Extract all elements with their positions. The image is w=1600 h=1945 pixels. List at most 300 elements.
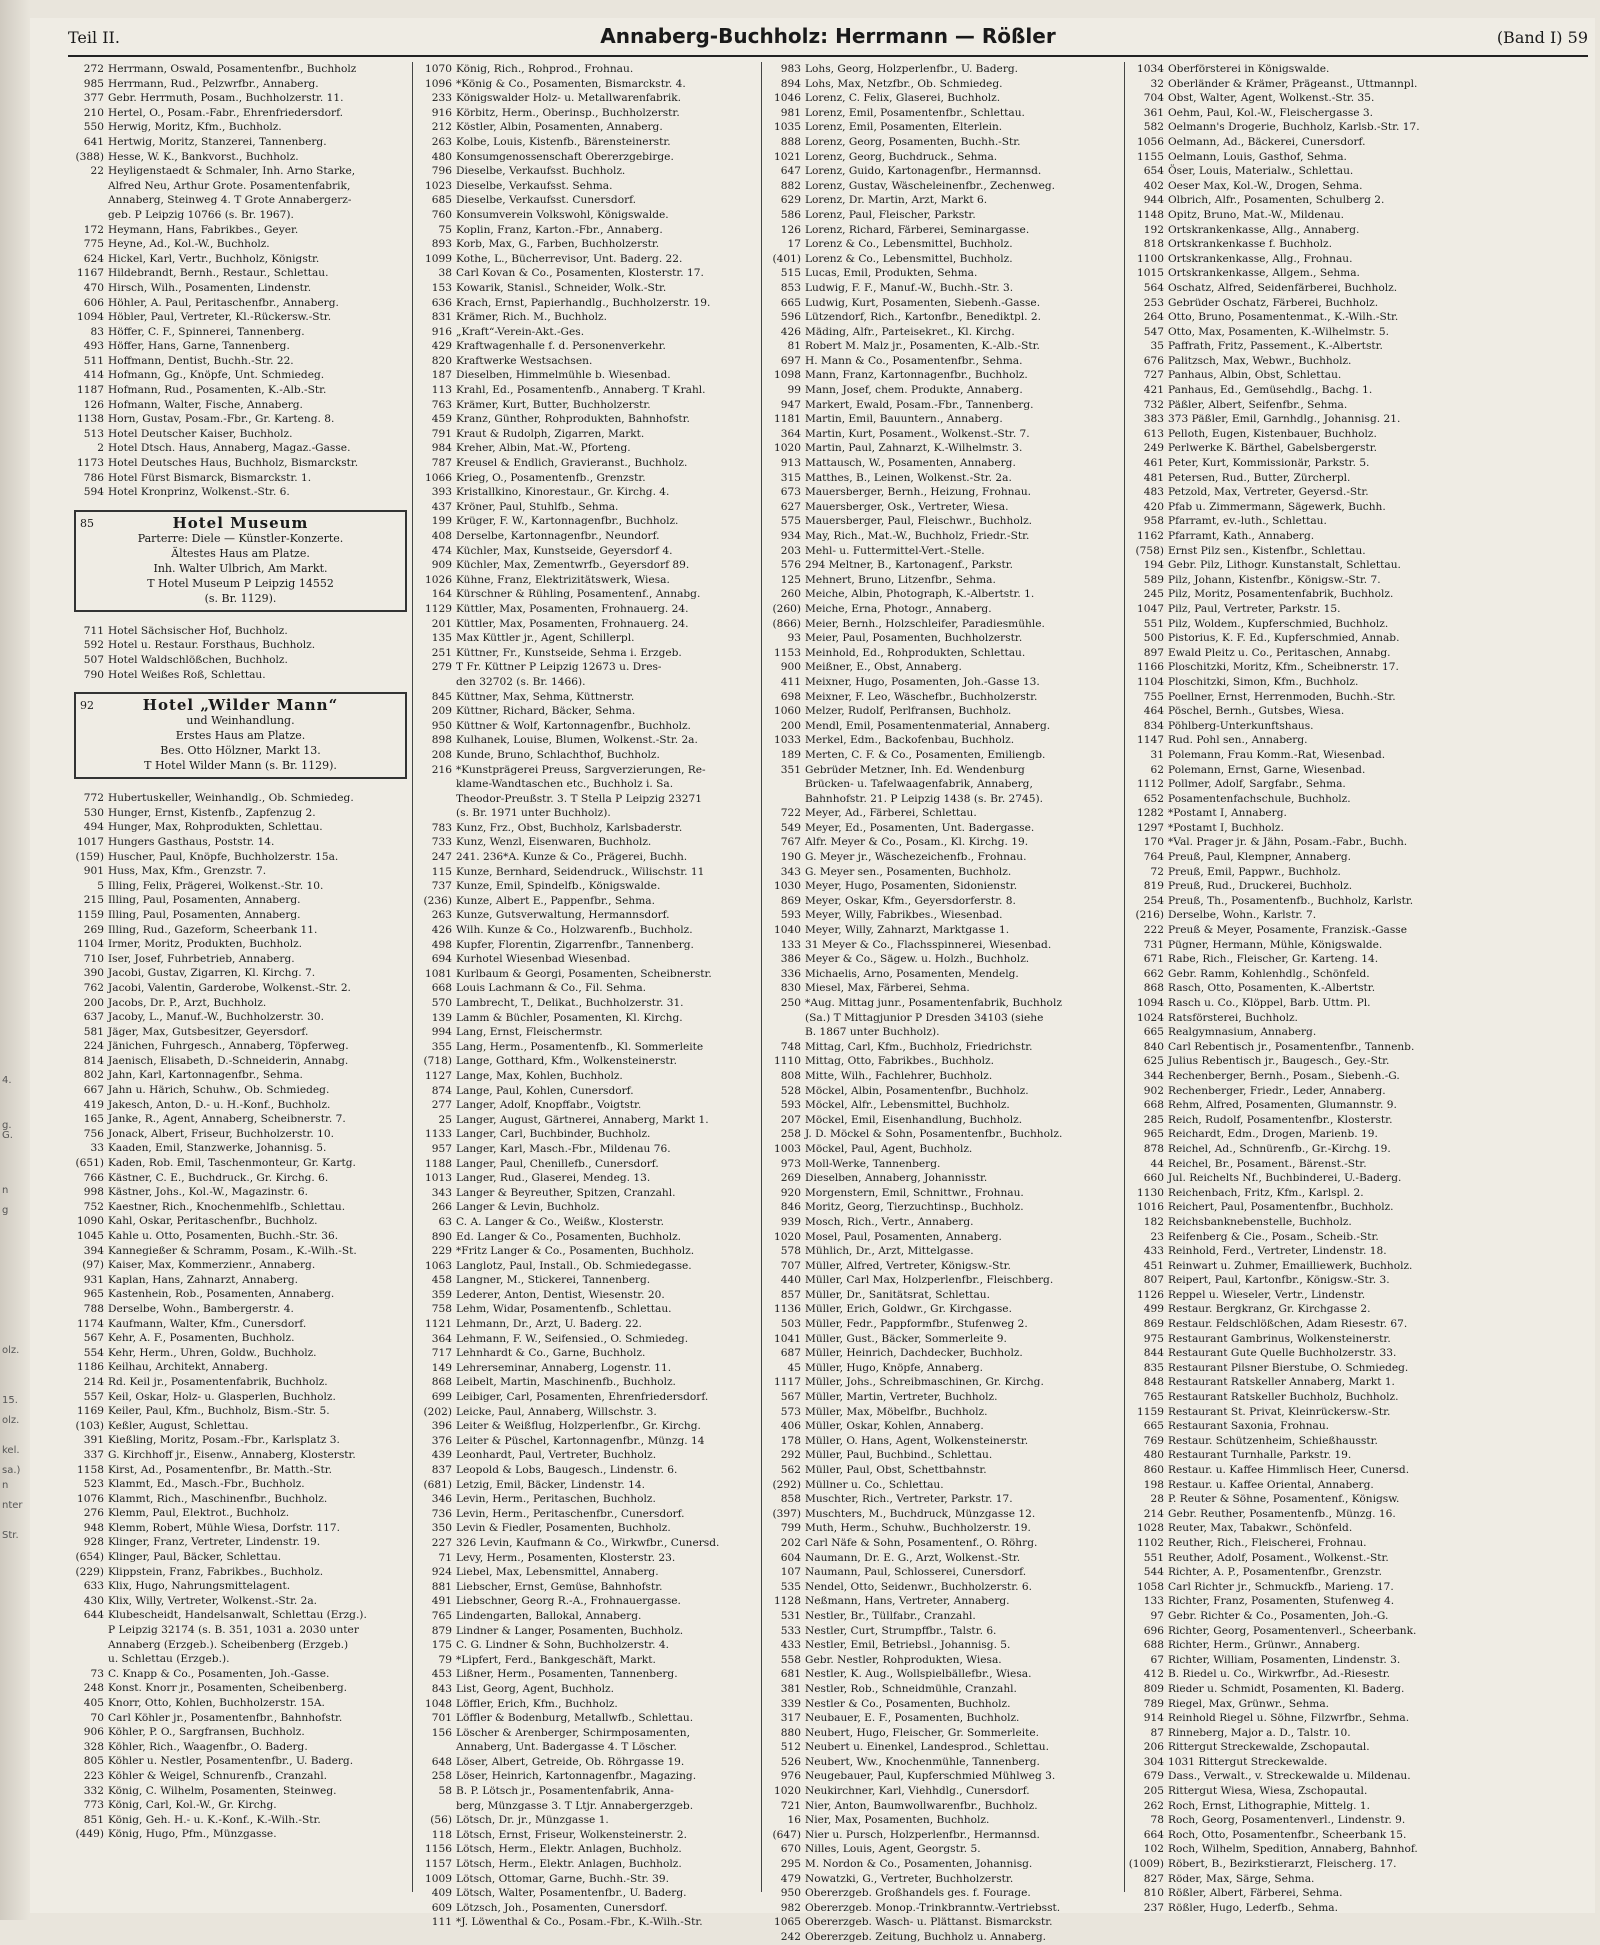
directory-entry [765, 354, 1110, 369]
directory-entry [416, 193, 761, 208]
directory-entry [416, 617, 761, 632]
entry-text: Neugebauer, Paul, Kupferschmied Mühlweg 3. [805, 1770, 1056, 1783]
phone-number: 756 [83, 1127, 104, 1140]
directory-entry [416, 1419, 761, 1434]
entry-text: Muschter, Rich., Vertreter, Parkstr. 17. [805, 1493, 1013, 1506]
directory-entry [1128, 1273, 1588, 1288]
phone-number: 981 [780, 106, 801, 119]
phone-number: 17 [787, 238, 801, 251]
directory-entry [765, 1901, 1110, 1916]
phone-number: 1020 [774, 1785, 801, 1798]
phone-number: 78 [1150, 1814, 1164, 1827]
entry-text: Mann, Josef, chem. Produkte, Annaberg. [805, 384, 1023, 397]
phone-number: 343 [780, 865, 801, 878]
directory-entry [1128, 1799, 1588, 1814]
phone-number [765, 777, 805, 792]
phone-number: 258 [780, 1128, 801, 1141]
entry-text: Langer, Carl, Buchbinder, Buchholz. [456, 1128, 651, 1141]
phone-number: 214 [1143, 1507, 1164, 1520]
phone-number: 898 [431, 734, 452, 747]
entry-text: Otto, Bruno, Posamentenmat., K.-Wilh.-Str. [1168, 311, 1399, 324]
directory-entry [416, 1609, 761, 1624]
directory-entry [1128, 1580, 1588, 1595]
entry-text: Pfarramt, ev.-luth., Schlettau. [1168, 515, 1327, 528]
entry-text: Langer, Adolf, Knopffabr., Voigtstr. [456, 1099, 642, 1112]
directory-entry [416, 1040, 761, 1055]
directory-entry [765, 1361, 1110, 1376]
phone-number: 1159 [1137, 1405, 1164, 1418]
directory-entry [765, 1507, 1110, 1522]
entry-text: Gebrüder Metzner, Inh. Ed. Wendenburg [805, 763, 1025, 776]
directory-entry [416, 894, 761, 909]
phone-number: (202) [423, 1405, 452, 1418]
entry-text: Nier u. Pursch, Holzperlenfbr., Hermannsd. [805, 1828, 1040, 1841]
directory-entry [68, 1696, 413, 1711]
entry-text: Restaurant Gute Quelle Buchholzerstr. 33. [1168, 1347, 1397, 1360]
phone-number: 1046 [774, 92, 801, 105]
entry-text: Krieg, O., Posamentenfb., Grenzstr. [456, 471, 646, 484]
directory-entry [765, 1346, 1110, 1361]
directory-entry [68, 1711, 413, 1726]
entry-text: Restaurant Ratskeller Buchholz, Buchholz. [1168, 1391, 1399, 1404]
entry-text: Carl Rebentisch jr., Posamentenfbr., Tannenb. [1168, 1040, 1415, 1053]
entry-text: Müller, Fedr., Pappformfbr., Stufenweg 2. [805, 1318, 1028, 1331]
phone-number: (866) [772, 617, 801, 630]
phone-number: 965 [1143, 1128, 1164, 1141]
phone-number: 1102 [1137, 1536, 1164, 1549]
phone-number: 253 [1143, 296, 1164, 309]
phone-number: 81 [787, 340, 801, 353]
directory-entry [68, 1229, 413, 1244]
directory-entry [416, 441, 761, 456]
directory-entry [765, 427, 1110, 442]
directory-entry [416, 544, 761, 559]
directory-entry [416, 879, 761, 894]
directory-entry [68, 237, 413, 252]
entry-text: Wilh. Kunze & Co., Holzwarenfb., Buchholz. [456, 924, 693, 937]
phone-number: 604 [780, 1551, 801, 1564]
directory-entry [1128, 1157, 1588, 1172]
phone-number: (216) [1135, 909, 1164, 922]
directory-entry [416, 1697, 761, 1712]
entry-text: Muth, Herm., Schuhw., Buchholzerstr. 19. [805, 1522, 1031, 1535]
entry-text: Lorenz, Emil, Posamentenfbr., Schlettau. [805, 106, 1025, 119]
margin-mark: olz. [2, 1415, 20, 1426]
directory-entry [1128, 1040, 1588, 1055]
directory-entry [1128, 1084, 1588, 1099]
phone-number: 386 [780, 953, 801, 966]
entry-text: Kießling, Moritz, Posam.-Fbr., Karlsplatz 3. [108, 1434, 340, 1447]
directory-entry [765, 1682, 1110, 1697]
entry-text: Mehl- u. Futtermittel-Vert.-Stelle. [805, 544, 985, 557]
phone-number: 210 [83, 106, 104, 119]
entry-text: Krämer, Kurt, Butter, Buchholzerstr. [456, 398, 651, 411]
directory-entry [1128, 646, 1588, 661]
entry-text: Muschters, M., Buchdruck, Münzgasse 12. [805, 1507, 1036, 1520]
entry-text: Nendel, Otto, Seidenwr., Buchholzerstr. 6. [805, 1580, 1033, 1593]
directory-entry [1128, 573, 1588, 588]
directory-entry [68, 1025, 413, 1040]
entry-text: König, Carl, Kol.-W., Gr. Kirchg. [108, 1799, 277, 1812]
entry-text: Möckel, Albin, Posamentenfbr., Buchholz. [805, 1084, 1029, 1097]
phone-number: 764 [1143, 851, 1164, 864]
phone-number: 32 [1150, 77, 1164, 90]
directory-entry [1128, 1565, 1588, 1580]
directory-entry [68, 120, 413, 135]
entry-text: Morgenstern, Emil, Schnittwr., Frohnau. [805, 1186, 1024, 1199]
phone-number: 470 [83, 281, 104, 294]
phone-number: 346 [431, 1493, 452, 1506]
entry-text: Richter, Herm., Grünwr., Annaberg. [1168, 1639, 1361, 1652]
directory-entry [68, 893, 413, 908]
entry-text: Körbitz, Herm., Oberinsp., Buchholzerstr. [456, 106, 680, 119]
directory-entry [1128, 1872, 1588, 1887]
phone-number: 844 [1143, 1347, 1164, 1360]
directory-entry [416, 1711, 761, 1726]
phone-number: 189 [780, 748, 801, 761]
directory-entry [68, 806, 413, 821]
phone-number: 948 [83, 1521, 104, 1534]
directory-entry [765, 456, 1110, 471]
phone-number: 1098 [774, 369, 801, 382]
directory-entry [765, 1521, 1110, 1536]
phone-number: 890 [431, 1230, 452, 1243]
phone-number: 1297 [1137, 821, 1164, 834]
entry-text: Nestler, Emil, Betriebsl., Johannisg. 5. [805, 1639, 1011, 1652]
entry-text: Nilles, Louis, Agent, Georgstr. 5. [805, 1843, 981, 1856]
phone-number: 1174 [77, 1317, 104, 1330]
entry-text: Kunze, Emil, Spindelfb., Königswalde. [456, 880, 661, 893]
directory-entry [68, 653, 413, 668]
entry-text: Preuß, Paul, Klempner, Annaberg. [1168, 851, 1352, 864]
entry-text: Iser, Josef, Fuhrbetrieb, Annaberg. [108, 952, 295, 965]
entry-text: Kühne, Franz, Elektrizitätswerk, Wiesa. [456, 573, 670, 586]
phone-number: 665 [1143, 1026, 1164, 1039]
phone-number: 944 [1143, 194, 1164, 207]
phone-number: 667 [83, 1084, 104, 1097]
entry-text: Mäding, Alfr., Parteisekret., Kl. Kirchg. [805, 325, 1015, 338]
directory-entry [1128, 427, 1588, 442]
phone-number: 1056 [1137, 135, 1164, 148]
directory-entry [1128, 777, 1588, 792]
entry-text: Konsumgenossenschaft Obererzgebirge. [456, 150, 674, 163]
phone-number: 551 [1143, 617, 1164, 630]
directory-entry [1128, 77, 1588, 92]
phone-number: 459 [431, 413, 452, 426]
directory-entry [68, 1141, 413, 1156]
phone-number: 1013 [425, 1172, 452, 1185]
phone-number: 831 [431, 311, 452, 324]
phone-number: 430 [83, 1594, 104, 1607]
directory-entry [68, 1667, 413, 1682]
phone-number [68, 193, 108, 208]
entry-text: Keilhau, Architekt, Annaberg. [108, 1361, 269, 1374]
phone-number: 201 [431, 617, 452, 630]
entry-text: Nier, Max, Posamenten, Buchholz. [805, 1814, 990, 1827]
directory-entry [765, 1551, 1110, 1566]
entry-text: Lorenz, Dr. Martin, Arzt, Markt 6. [805, 194, 988, 207]
phone-number: 71 [438, 1551, 452, 1564]
directory-entry [765, 1011, 1110, 1026]
directory-entry [1128, 1478, 1588, 1493]
phone-number: 426 [780, 325, 801, 338]
entry-text: P Leipzig 32174 (s. B. 351, 1031 a. 2030 unter [108, 1624, 359, 1637]
entry-text: Nier, Anton, Baumwollwarenfbr., Buchholz. [805, 1799, 1038, 1812]
directory-entry [68, 179, 413, 194]
entry-text: Restaurant Gambrinus, Wolkensteinerstr. [1168, 1332, 1391, 1345]
phone-number: 405 [83, 1697, 104, 1709]
entry-text: Oberländer & Krämer, Prägeanst., Uttmannpl. [1168, 77, 1418, 90]
entry-text: Preuß, Rud., Druckerei, Buchholz. [1168, 880, 1353, 893]
directory-entry [1128, 1332, 1588, 1347]
directory-entry [68, 1623, 413, 1638]
directory-entry [765, 967, 1110, 982]
phone-number: 636 [431, 296, 452, 309]
directory-entry [68, 164, 413, 179]
phone-number: 1094 [1137, 997, 1164, 1009]
directory-entry [765, 573, 1110, 588]
phone-number: 1066 [425, 471, 452, 484]
directory-entry [68, 1375, 413, 1390]
phone-number: 1129 [425, 602, 452, 615]
directory-entry [1128, 587, 1588, 602]
entry-text: C. Knapp & Co., Posamenten, Joh.-Gasse. [108, 1667, 330, 1680]
directory-entry [68, 624, 413, 639]
directory-entry [1128, 500, 1588, 515]
phone-number: 2 [97, 442, 104, 455]
phone-number [68, 1623, 108, 1638]
phone-number: 440 [780, 1274, 801, 1287]
entry-text: Rechenberger, Friedr., Leder, Annaberg. [1168, 1084, 1386, 1097]
directory-entry [765, 617, 1110, 632]
directory-entry [1128, 1215, 1588, 1230]
entry-text: Langer & Levin, Buchholz. [456, 1201, 600, 1214]
directory-entry [68, 471, 413, 486]
phone-number: 766 [83, 1171, 104, 1184]
directory-entry [68, 1725, 413, 1740]
phone-number: 251 [431, 646, 452, 659]
directory-entry [416, 252, 761, 267]
phone-number: 381 [780, 1682, 801, 1695]
directory-entry [1128, 996, 1588, 1011]
directory-entry [68, 1156, 413, 1171]
entry-text: Carl Köhler jr., Posamentenfbr., Bahnhofstr. [108, 1711, 343, 1724]
entry-text: Robert M. Malz jr., Posamenten, K.-Alb.-Str. [805, 340, 1040, 353]
phone-number: 1166 [1137, 661, 1164, 674]
entry-text: Mendl, Emil, Posamentenmaterial, Annaberg. [805, 719, 1051, 732]
phone-number: 1099 [425, 252, 452, 265]
directory-entry [1128, 1230, 1588, 1245]
directory-entry [68, 638, 413, 653]
entry-text: Meyer, Willy, Zahnarzt, Marktgasse 1. [805, 924, 1010, 937]
entry-text: Röder, Max, Särge, Sehma. [1168, 1872, 1315, 1885]
directory-entry [765, 1857, 1110, 1872]
directory-entry [68, 937, 413, 952]
phone-number: 263 [431, 909, 452, 922]
phone-number: 681 [780, 1668, 801, 1681]
entry-text: Lindner & Langer, Posamenten, Buchholz. [456, 1624, 684, 1637]
entry-text: Möckel, Paul, Agent, Buchholz. [805, 1142, 973, 1155]
phone-number: 1081 [425, 967, 452, 980]
phone-number: 192 [1143, 223, 1164, 236]
directory-entry [1128, 850, 1588, 865]
directory-entry [1128, 908, 1588, 923]
entry-text: Konsumverein Volkswohl, Königswalde. [456, 208, 669, 221]
entry-text: Röbert, B., Bezirkstierarzt, Fleischerg. 17. [1168, 1858, 1397, 1871]
entry-text: Restaurant Saxonia, Frohnau. [1168, 1420, 1330, 1433]
directory-entry [765, 952, 1110, 967]
phone-number: 1126 [1137, 1288, 1164, 1301]
directory-entry [765, 383, 1110, 398]
phone-number: 934 [780, 530, 801, 542]
directory-entry [416, 296, 761, 311]
phone-number: 913 [780, 457, 801, 470]
directory-entry [1128, 1813, 1588, 1828]
directory-entry [765, 675, 1110, 690]
entry-text: Martin, Paul, Zahnarzt, K.-Wilhelmstr. 3. [805, 442, 1023, 455]
phone-number: 1045 [77, 1230, 104, 1242]
phone-number: 1186 [77, 1361, 104, 1374]
phone-number: 722 [780, 807, 801, 820]
phone-number: 1282 [1137, 807, 1164, 820]
entry-text: Pilz, Moritz, Posamentenfabrik, Buchholz. [1168, 588, 1394, 601]
phone-number: 364 [780, 427, 801, 440]
directory-entry [68, 1127, 413, 1142]
phone-number: 254 [1143, 894, 1164, 907]
phone-number: 802 [83, 1069, 104, 1082]
entry-text: Annaberg (Erzgeb.). Scheibenberg (Erzgeb.) [108, 1638, 349, 1651]
directory-entry [68, 952, 413, 967]
directory-entry [68, 1083, 413, 1098]
entry-text: Restaur. u. Kaffee Himmlisch Heer, Cunersd. [1168, 1464, 1410, 1476]
entry-text: M. Nordon & Co., Posamenten, Johannisg. [805, 1858, 1033, 1871]
phone-number: 491 [431, 1595, 452, 1608]
phone-number: 647 [780, 165, 801, 178]
phone-number: 596 [780, 311, 801, 324]
entry-text: Lang, Ernst, Fleischermstr. [456, 1026, 603, 1039]
phone-number: 554 [83, 1346, 104, 1359]
entry-text: Krach, Ernst, Papierhandlg., Buchholzerstr. 19. [456, 296, 711, 309]
entry-text: Obererzgeb. Wasch- u. Plättanst. Bismarckstr. [805, 1916, 1053, 1929]
directory-entry [765, 1040, 1110, 1055]
ad-text-line: Inh. Walter Ulbrich, Am Markt. [153, 561, 328, 575]
phone-number: 916 [431, 325, 452, 338]
directory-entry [68, 1346, 413, 1361]
directory-entry [765, 1171, 1110, 1186]
margin-mark: nter [2, 1500, 23, 1511]
entry-text: Hungers Gasthaus, Poststr. 14. [108, 835, 275, 848]
entry-text: Reichert, Paul, Posamentenfbr., Buchholz. [1168, 1201, 1394, 1214]
entry-text: Pollmer, Adolf, Sargfabr., Sehma. [1168, 778, 1346, 791]
directory-entry [416, 1215, 761, 1230]
entry-text: Lötzsch, Joh., Posamenten, Cunersdorf. [456, 1901, 668, 1914]
phone-number: 578 [780, 1245, 801, 1258]
phone-number: 775 [83, 238, 104, 251]
directory-entry [765, 193, 1110, 208]
phone-number: 752 [83, 1200, 104, 1213]
phone-number: 637 [83, 1011, 104, 1024]
entry-text: Müllner u. Co., Schlettau. [805, 1478, 944, 1491]
entry-text: Mittag, Otto, Fabrikbes., Buchholz. [805, 1055, 994, 1068]
entry-text: Riegel, Max, Grünwr., Sehma. [1168, 1697, 1330, 1710]
directory-entry [416, 179, 761, 194]
entry-text: Kunze, Albert E., Pappenfbr., Sehma. [456, 894, 655, 907]
directory-entry [1128, 1697, 1588, 1712]
directory-entry [416, 1667, 761, 1682]
phone-number: 983 [780, 63, 801, 75]
phone-number: 818 [1143, 238, 1164, 251]
entry-text: Meyer, Willy, Fabrikbes., Wiesenbad. [805, 909, 1003, 922]
phone-number: 853 [780, 281, 801, 294]
entry-text: *Fritz Langer & Co., Posamenten, Buchholz. [456, 1245, 695, 1258]
phone-number: 1047 [1137, 602, 1164, 615]
directory-entry [68, 1448, 413, 1463]
phone-number: 688 [1143, 1639, 1164, 1652]
phone-number: 994 [431, 1026, 452, 1039]
directory-entry [765, 1448, 1110, 1463]
entry-text: Krämer, Rich. M., Buchholz. [456, 311, 607, 324]
entry-text: Heymann, Hans, Fabrikbes., Geyer. [108, 223, 299, 236]
directory-entry [765, 981, 1110, 996]
phone-number: 437 [431, 500, 452, 513]
phone-number: 950 [780, 1887, 801, 1900]
directory-entry [1128, 1842, 1588, 1857]
entry-text: Ludwig, Kurt, Posamenten, Siebenh.-Gasse. [805, 296, 1041, 309]
directory-entry [765, 821, 1110, 836]
phone-number: 582 [1143, 121, 1164, 134]
entry-text: Herrmann, Oswald, Posamentenfbr., Buchholz [108, 63, 357, 75]
entry-text: Illing, Paul, Posamenten, Annaberg. [108, 894, 301, 907]
entry-text: *J. Löwenthal & Co., Posam.-Fbr., K.-Wilh.-Str. [456, 1916, 703, 1929]
phone-number: 149 [431, 1361, 452, 1374]
margin-mark: g. [2, 1120, 12, 1131]
phone-number: 698 [780, 690, 801, 703]
phone-number: 551 [1143, 1551, 1164, 1564]
entry-text: Hickel, Karl, Vertr., Buchholz, Königstr. [108, 252, 320, 265]
directory-entry [416, 427, 761, 442]
phone-number: 1026 [425, 573, 452, 586]
phone-number: 976 [780, 1770, 801, 1783]
directory-entry [765, 923, 1110, 938]
phone-number: 164 [431, 588, 452, 601]
entry-text: (Sa.) T Mittagjunior P Dresden 34103 (siehe [805, 1011, 1044, 1024]
entry-text: Kraftwagenhalle f. d. Personenverkehr. [456, 340, 666, 353]
directory-entry [765, 1142, 1110, 1157]
entry-text: Mattausch, W., Posamenten, Annaberg. [805, 457, 1016, 470]
entry-text: Löffler, Erich, Kfm., Buchholz. [456, 1697, 618, 1710]
entry-text: Müller, Martin, Vertreter, Buchholz. [805, 1391, 998, 1404]
entry-text: Kaaden, Emil, Stanzwerke, Johannisg. 5. [108, 1142, 327, 1155]
directory-entry [765, 1259, 1110, 1274]
directory-entry [68, 1010, 413, 1025]
ad-entry-number: 92 [80, 699, 94, 713]
entry-text: Küchler, Max, Zementwrfb., Geyersdorf 89. [456, 559, 690, 572]
directory-entry [1128, 558, 1588, 573]
directory-entry [68, 1419, 413, 1434]
entry-text: Nestler, Curt, Strumpffbr., Talstr. 6. [805, 1624, 997, 1637]
phone-number: 1015 [1137, 267, 1164, 280]
directory-entry [1128, 281, 1588, 296]
entry-text: Lorenz, C. Felix, Glaserei, Buchholz. [805, 92, 1001, 105]
phone-number: 1023 [425, 179, 452, 192]
phone-number: (159) [75, 850, 104, 863]
entry-text: Leonhardt, Paul, Vertreter, Buchholz. [456, 1449, 657, 1462]
directory-entry [1128, 1419, 1588, 1434]
phone-number: 727 [1143, 369, 1164, 382]
directory-entry [765, 1653, 1110, 1668]
phone-number: 609 [431, 1901, 452, 1914]
directory-entry [765, 1478, 1110, 1493]
